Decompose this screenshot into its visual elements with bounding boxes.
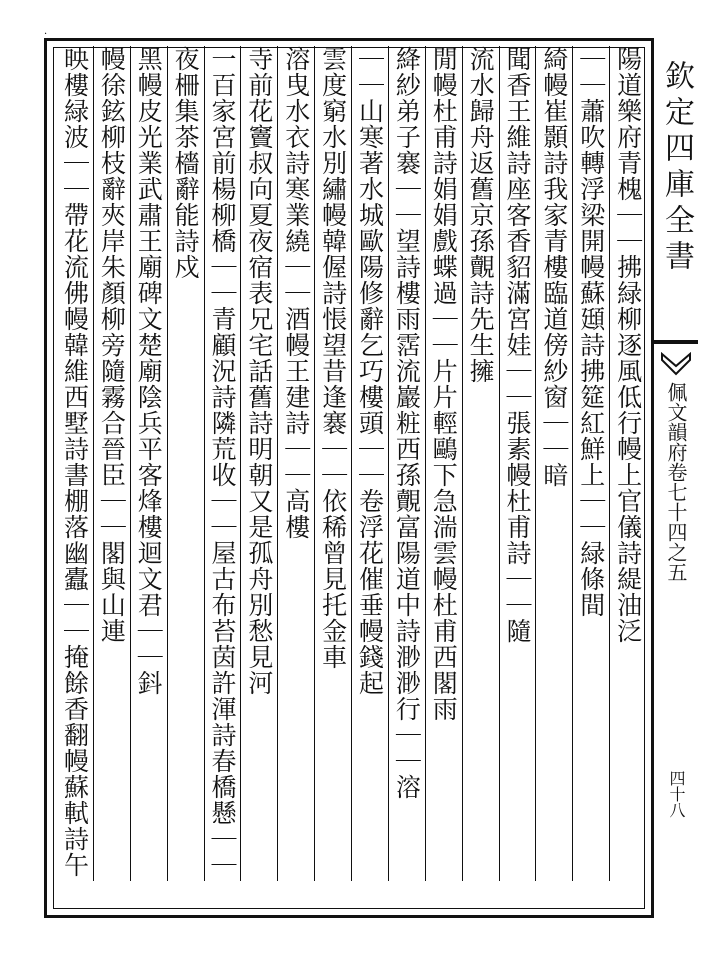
text-column: 聞香王維詩座客香貂滿宮娃｜｜張素幔杜甫詩｜｜隨 bbox=[502, 46, 532, 644]
text-column: 閒幔杜甫詩娟娟戲蝶過｜｜片片輕鷗下急湍雲幔杜甫西閣雨 bbox=[429, 46, 459, 722]
text-column: 寺前花竇叔向夏夜宿表兄宅話舊詩明朝又是孤舟別愁見河 bbox=[244, 46, 274, 696]
text-column: 雲度窮水別繡幔韓偓詩悵望昔逢褰｜｜依稀曾見托金車 bbox=[318, 46, 348, 670]
text-column: 一百家宮前楊柳橋｜｜青顧況詩隣荒收｜｜屋古布苔茵許渾詩春橋懸｜｜ bbox=[207, 46, 237, 878]
folio-number: 四十八 bbox=[667, 770, 686, 818]
banner-divider bbox=[654, 340, 698, 344]
text-column: 黑幔皮光業武肅王廟碑文楚廟陰兵平客烽樓迴文君｜｜鈄 bbox=[134, 46, 164, 696]
text-column: 絳紗弟子褰｜｜望詩樓雨霑流巖粧西孫覿富陽道中詩渺渺行｜｜溶 bbox=[392, 46, 422, 800]
text-column: 夜柵集茶檣辭能詩戍 bbox=[171, 46, 201, 280]
text-column: 幔徐鉉柳枝辭夾岸朱顏柳旁隨霧合晉臣｜｜閣與山連 bbox=[97, 46, 127, 644]
volume-label: 佩文韻府卷七十四之五 bbox=[664, 382, 688, 582]
text-column: ｜｜蕭吹轉浮梁開幔蘇頲詩拂筵紅鮮上｜｜緑條間 bbox=[576, 46, 606, 618]
corner-mark: · bbox=[44, 29, 48, 40]
text-column: 陽道樂府青槐｜｜拂緑柳逐風低行幔上官儀詩緹油泛 bbox=[613, 46, 643, 644]
text-column: 映樓緑波｜｜帶花流佛幔韓維西墅詩書棚落幽蠹｜｜掩餘香翻幔蘇軾詩午 bbox=[60, 46, 90, 878]
text-column: ｜｜山寒著水城歐陽修辭乞巧樓頭｜｜卷浮花催垂幔錢起 bbox=[355, 46, 385, 696]
fish-tail-mark-icon bbox=[660, 352, 692, 378]
text-column: 溶曳水衣詩寒業繞｜｜酒幔王建詩｜｜高樓 bbox=[281, 46, 311, 540]
side-banner bbox=[654, 40, 698, 918]
text-column: 綺幔崔顥詩我家青樓臨道傍紗窗｜｜暗 bbox=[539, 46, 569, 488]
book-title: 欽定四庫全書 bbox=[659, 60, 694, 276]
text-column: 流水歸舟返舊京孫覿詩先生擁 bbox=[466, 46, 496, 384]
